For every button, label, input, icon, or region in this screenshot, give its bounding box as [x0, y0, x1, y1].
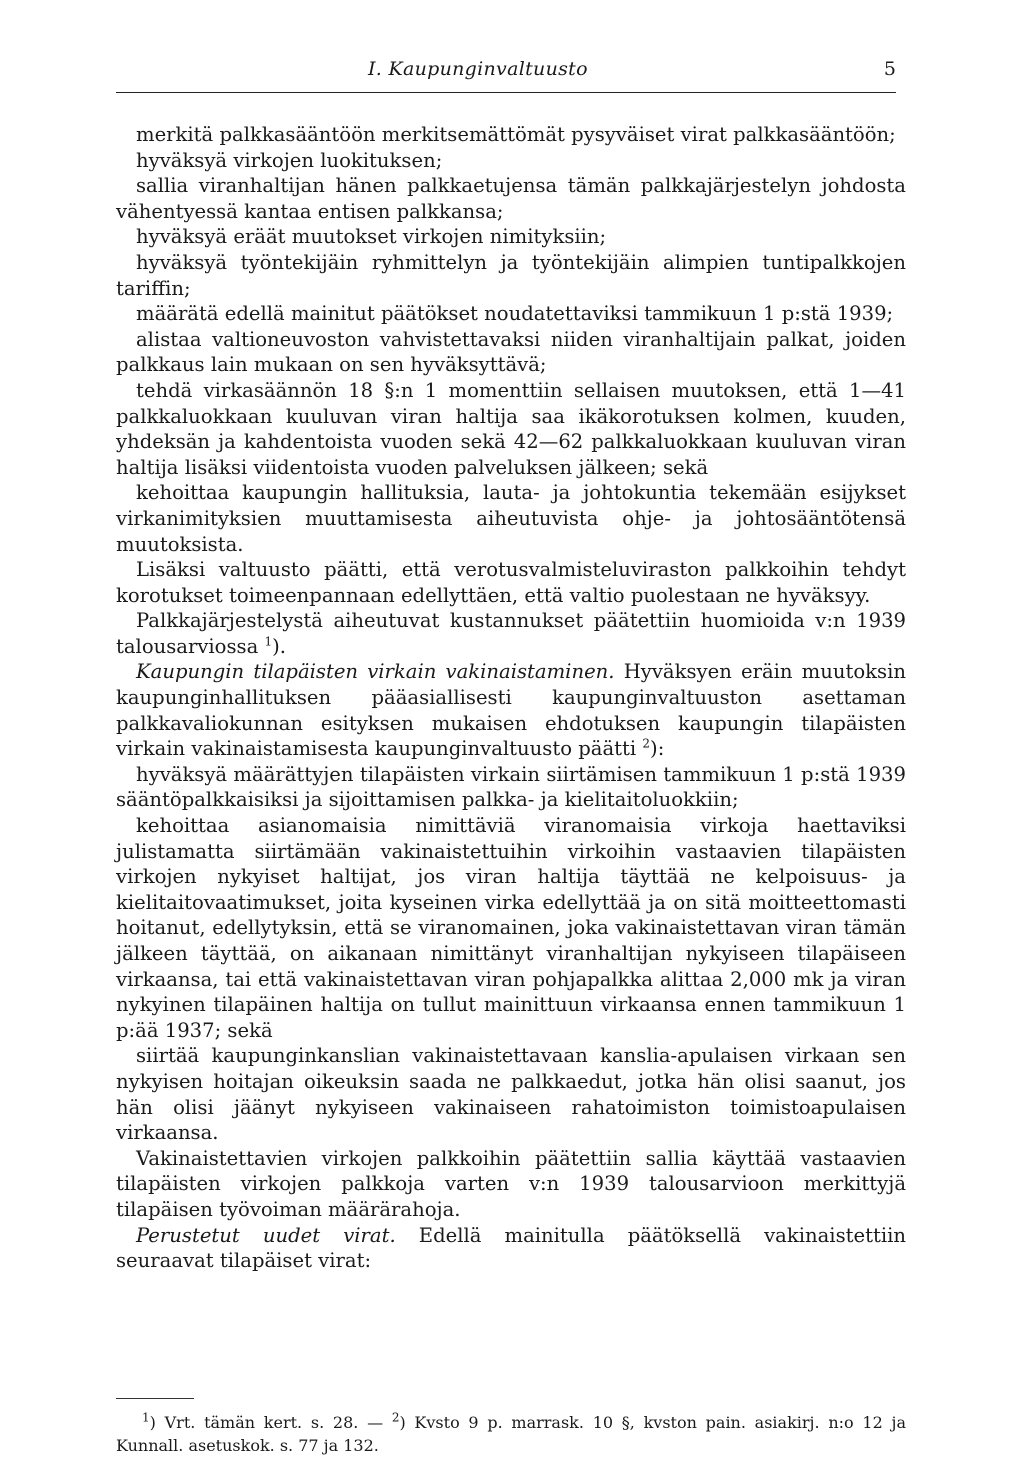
- paragraph-11: [116, 608, 906, 659]
- footnote-1: ) Vrt. tämän kert. s. 28. —: [149, 1413, 392, 1432]
- footnote-divider: [116, 1398, 194, 1399]
- paragraph-15: siirtää kaupunginkanslian vakinaistettavaan kanslia-apulaisen virkaan sen nykyisen hoitajan oikeuksin saada ne palkkaedut, jotka hän olisi saanut, jos hän olisi jäänyt nykyiseen vakinaiseen rahatoimiston toimistoapulaisen virkaansa.: [116, 1044, 906, 1145]
- section-heading-vakinaistaminen: Kaupungin tilapäisten virkain vakinaistaminen.: [136, 660, 615, 684]
- paragraph-9: kehoittaa kaupungin hallituksia, lauta- ja johtokuntia tekemään esijykset virkanimityksien muuttamisesta aiheutuvista ohje- ja johtosääntötensä muutoksista.: [116, 481, 906, 556]
- paragraph-3: sallia viranhaltijan hänen palkkaetujensa tämän palkkajärjestelyn johdosta vähentyessä kantaa entisen palkkansa;: [116, 174, 906, 223]
- paragraph-14: kehoittaa asianomaisia nimittäviä viranomaisia virkoja haettaviksi julistamatta siirtämään vakinaistettuihin virkoihin vastaavien tilapäisten virkojen nykyiset haltijat, jos viran haltija täyttää ne kelpoisuus- ja kielitaitovaatimukset, joita kyseinen virka edellyttää ja on sitä moitteettomasti hoitanut, edellytyksin, että se viranomainen, joka vakinaistettavan viran tämän jälkeen täyttää, on aikanaan nimittänyt viranhaltijan nykyiseen tilapäiseen virkaansa, tai että vakinaistettavan viran pohjapalkka alittaa 2,000 mk ja viran nykyinen tilapäinen haltija on tullut mainittuun virkaansa ennen tammikuun 1 p:ää 1937; sekä: [116, 814, 906, 1042]
- footnote-mark-1: 1: [142, 1410, 150, 1425]
- footnote-2: ) Kvsto 9 p. marrask. 10 §, kvston pain. asiakirj. n:o 12 ja Kunnall. asetuskok. s. 77 ja 132.: [116, 1413, 906, 1455]
- paragraph-17-text: Edellä mainitulla päätöksellä vakinaistettiin seuraavat tilapäiset virat:: [116, 1223, 906, 1273]
- paragraph-12: [116, 659, 906, 761]
- body-text: [116, 122, 906, 1274]
- paragraph-1: merkitä palkkasääntöön merkitsemättömät pysyväiset virat palkkasääntöön;: [136, 123, 896, 146]
- paragraph-10: Lisäksi valtuusto päätti, että verotusvalmisteluviraston palkkoihin tehdyt korotukset toimeenpannaan edellyttäen, että valtio puolestaan ne hyväksyy.: [116, 558, 906, 607]
- section-heading-uudet-virat: Perustetut uudet virat.: [136, 1223, 396, 1247]
- footnote-mark-2: 2: [391, 1410, 400, 1425]
- footnote-ref-1: 1: [264, 634, 273, 649]
- running-header: [116, 56, 896, 93]
- running-title: I. Kaupunginvaltuusto: [368, 58, 588, 80]
- footnote-text: [116, 1411, 906, 1457]
- paragraph-8: tehdä virkasäännön 18 §:n 1 momenttiin sellaisen muutoksen, että 1—41 palkkaluokkaan kuuluvan viran haltija saa ikäkorotuksen kolmen, kuuden, yhdeksän ja kahdentoista vuoden sekä 42—62 palkkaluokkaan kuuluvan viran haltija lisäksi viidentoista vuoden palveluksen jälkeen; sekä: [116, 378, 906, 479]
- page-number: 5: [883, 58, 896, 80]
- paragraph-12-text: Hyväksyen eräin muutoksin kaupunginhallituksen pääasiallisesti kaupunginvaltuuston asettaman palkkavaliokunnan esityksen mukaisen ehdotuksen kaupungin tilapäisten virkain vakinaistamisesta kaupunginvaltuusto päätti: [116, 660, 906, 761]
- paragraph-17: [116, 1223, 906, 1274]
- paragraph-12-end: ):: [650, 737, 665, 761]
- footnotes: [116, 1411, 906, 1457]
- paragraph-4: hyväksyä eräät muutokset virkojen nimityksiin;: [136, 225, 607, 249]
- paragraph-2: hyväksyä virkojen luokituksen;: [136, 148, 443, 172]
- paragraph-11-text: Palkkajärjestelystä aiheutuvat kustannukset päätettiin huomioida v:n 1939 talousarviossa: [116, 609, 906, 658]
- paragraph-6: määrätä edellä mainitut päätökset noudatettaviksi tammikuun 1 p:stä 1939;: [136, 302, 894, 326]
- paragraph-11-end: ).: [272, 634, 287, 658]
- footnote-ref-2: 2: [642, 736, 651, 751]
- paragraph-13: hyväksyä määrättyjen tilapäisten virkain siirtämisen tammikuun 1 p:stä 1939 sääntöpalkkaisiksi ja sijoittamisen palkka- ja kielitaitoluokkiin;: [116, 762, 906, 812]
- paragraph-5: hyväksyä työntekijäin ryhmittelyn ja työntekijäin alimpien tuntipalkkojen tariffin;: [116, 250, 906, 300]
- paragraph-7: alistaa valtioneuvoston vahvistettavaksi niiden viranhaltijain palkat, joiden palkkaus lain mukaan on sen hyväksyttävä;: [116, 327, 906, 377]
- paragraph-16: Vakinaistettavien virkojen palkkoihin päätettiin sallia käyttää vastaavien tilapäisten virkojen palkkoja varten v:n 1939 talousarvioon merkittyjä tilapäisen työvoiman määrärahoja.: [116, 1146, 906, 1221]
